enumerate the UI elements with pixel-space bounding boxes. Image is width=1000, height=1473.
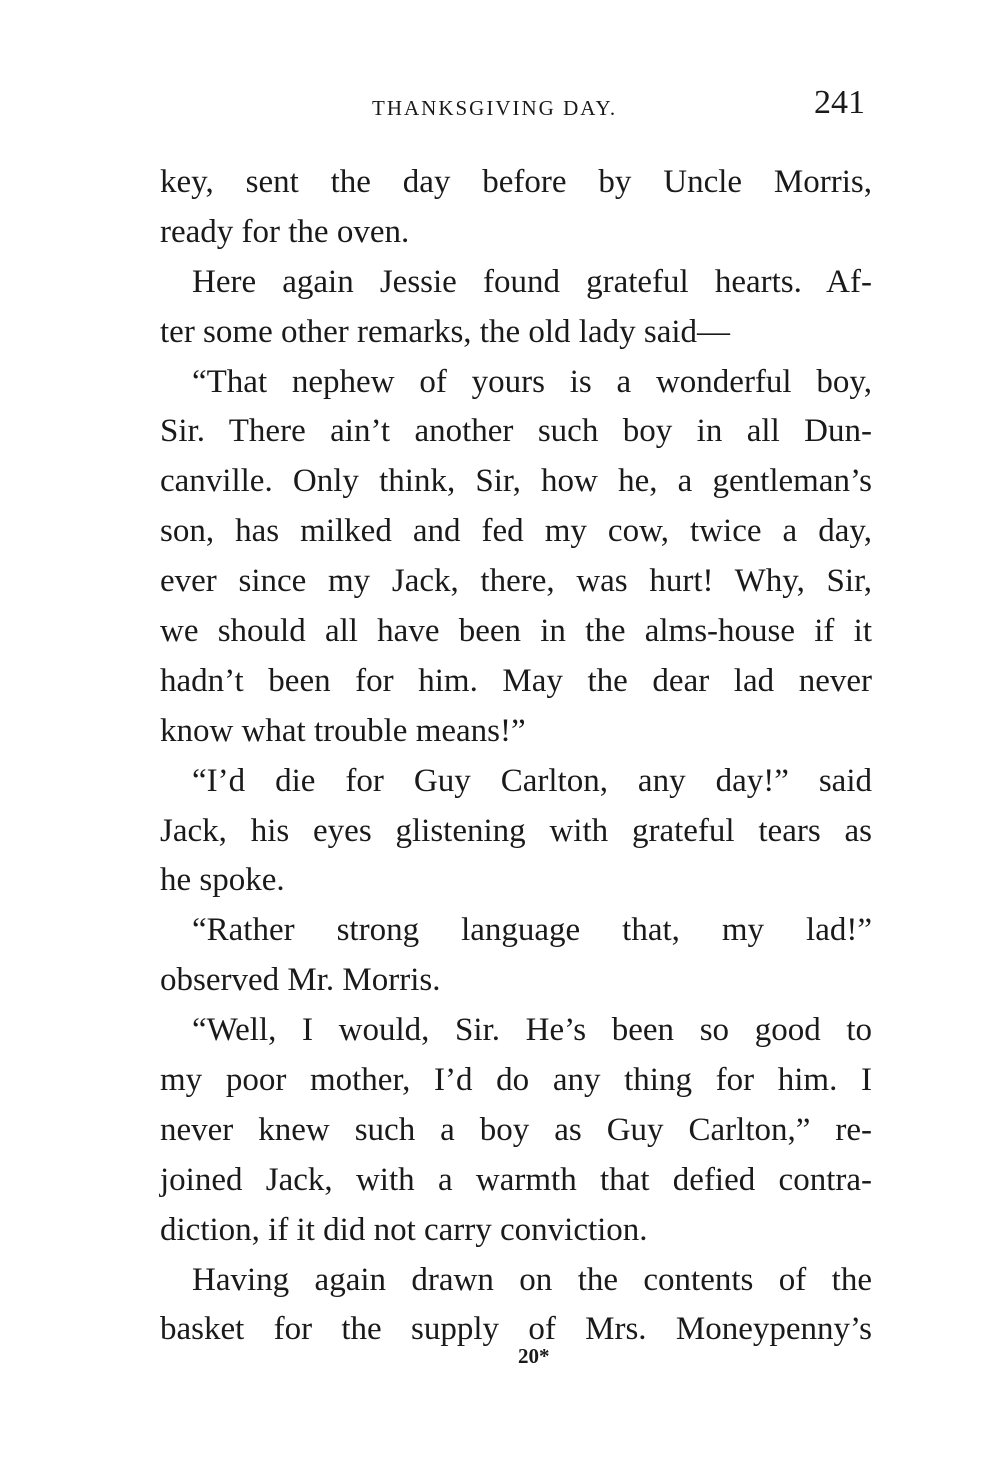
text-line: Sir. There ain’t another such boy in all Dun- — [160, 413, 872, 450]
text-line: ter some other remarks, the old lady said— — [160, 313, 731, 350]
text-line: never knew such a boy as Guy Carlton,” re- — [160, 1111, 872, 1148]
text-line: canville. Only think, Sir, how he, a gentleman’s — [160, 463, 872, 500]
text-line: basket for the supply of Mrs. Moneypenny’s — [160, 1311, 872, 1348]
running-head: THANKSGIVING DAY. — [372, 96, 618, 120]
text-line: “That nephew of yours is a wonderful boy, — [192, 363, 872, 400]
page-number: 241 — [814, 84, 865, 121]
text-line: observed Mr. Morris. — [160, 962, 441, 999]
text-line: joined Jack, with a warmth that defied contra- — [160, 1161, 872, 1198]
body-text — [160, 158, 872, 1355]
text-line: we should all have been in the alms-house if it — [160, 613, 872, 650]
text-line: “Well, I would, Sir. He’s been so good to — [192, 1012, 872, 1049]
text-line: ready for the oven. — [160, 213, 410, 250]
text-line: he spoke. — [160, 862, 285, 899]
text-line: my poor mother, I’d do any thing for him. I — [160, 1062, 872, 1099]
text-line: son, has milked and fed my cow, twice a day, — [160, 513, 872, 550]
text-line: Having again drawn on the contents of the — [192, 1261, 872, 1298]
text-line: key, sent the day before by Uncle Morris, — [160, 164, 872, 200]
text-line: “I’d die for Guy Carlton, any day!” said — [192, 762, 872, 799]
signature-mark: 20* — [518, 1344, 550, 1368]
text-line: Jack, his eyes glistening with grateful tears as — [160, 812, 872, 849]
text-line: hadn’t been for him. May the dear lad never — [160, 662, 872, 699]
text-line: “Rather strong language that, my lad!” — [192, 912, 872, 949]
text-line: Here again Jessie found grateful hearts. Af- — [192, 263, 872, 300]
text-line: ever since my Jack, there, was hurt! Why, Sir, — [160, 563, 872, 600]
text-line: diction, if it did not carry conviction. — [160, 1211, 648, 1248]
text-line: know what trouble means!” — [160, 712, 526, 749]
